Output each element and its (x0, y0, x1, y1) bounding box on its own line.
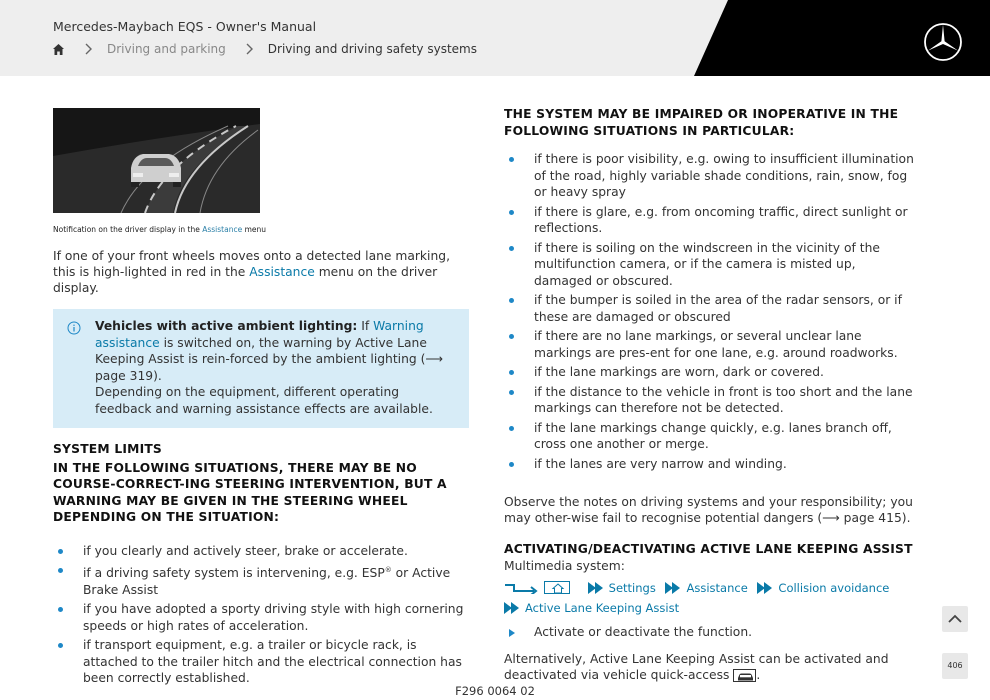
caption-prefix: Notification on the driver display in the (53, 225, 203, 234)
notice-text: If (357, 319, 374, 333)
list-item-text-rest: or Active Brake Assist (83, 566, 451, 597)
system-limits-subheading: IN THE FOLLOWING SITUATIONS, THERE MAY BE NO COURSE-CORRECT-ING STEERING INTERVENTION, BUT A WARNING MAY BE GIVEN IN THE STEERING WHEEL DEPENDING ON THE SITUATION: (53, 460, 447, 524)
chevron-right-icon (244, 43, 254, 55)
registered-mark: ® (384, 566, 392, 574)
header-bar (0, 0, 990, 76)
step-settings-label: Settings (608, 580, 656, 595)
step-active-lane-keeping-assist-label: Active Lane Keeping Assist (525, 600, 680, 615)
list-item: if the lane markings change quickly, e.g. lanes branch off, cross one another or merge. (504, 420, 914, 453)
figure-caption (53, 225, 469, 234)
caption-assistance-link[interactable]: Assistance (202, 225, 243, 234)
action-step: Activate or deactivate the function. (504, 625, 914, 639)
list-item: if the bumper is soiled in the area of the radar sensors, or if these are damaged or obscured (504, 292, 914, 325)
list-item: if there is soiling on the windscreen in the vicinity of the multifunction camera, or if the camera is misted up, damaged or obscured. (504, 240, 914, 290)
list-item: if transport equipment, e.g. a trailer or bicycle rack, is attached to the trailer hitch and the electrical connection has been correctly established. (53, 637, 469, 687)
breadcrumb-driving-and-parking[interactable]: Driving and parking (107, 42, 226, 56)
mercedes-star-logo (923, 22, 963, 62)
list-item: if the distance to the vehicle in front is too short and the lane markings can therefore not be detected. (504, 384, 914, 417)
activation-heading: ACTIVATING/DEACTIVATING ACTIVE LANE KEEPING ASSIST (504, 542, 913, 556)
notice-paragraph-2: Depending on the equipment, different operating feedback and warning assistance effects are available. (95, 385, 433, 416)
alternative-text: Alternatively, Active Lane Keeping Assist can be activated and deactivated via vehicle quick-access (504, 651, 889, 682)
driver-display-image (53, 108, 260, 213)
ambient-lighting-notice (53, 309, 469, 428)
step-assistance[interactable] (665, 579, 747, 597)
info-icon (67, 321, 81, 335)
impaired-heading: THE SYSTEM MAY BE IMPAIRED OR INOPERATIVE IN THE FOLLOWING SITUATIONS IN PARTICULAR: (504, 107, 899, 138)
list-item-text: if a driving safety system is intervening, e.g. ESP (83, 566, 385, 581)
chevron-right-icon (83, 43, 93, 55)
scroll-to-top-button[interactable] (942, 606, 968, 632)
page-number-button[interactable]: 406 (942, 653, 968, 679)
multimedia-system-label: Multimedia system: (504, 558, 625, 573)
list-item (53, 562, 469, 598)
list-item: if there is glare, e.g. from oncoming traffic, direct sunlight or reflections. (504, 204, 914, 237)
system-limits-heading: SYSTEM LIMITS (53, 442, 162, 456)
warning-assistance-link[interactable]: Warning assistance (95, 319, 424, 350)
vehicle-quick-access-icon (733, 669, 756, 682)
step-collision-avoidance[interactable] (757, 579, 889, 597)
observe-note: Observe the notes on driving systems and your responsibility; you may other-wise fail to recognise potential dangers (⟶ page 415). (504, 495, 913, 525)
arrow-right-icon (504, 582, 538, 594)
home-step[interactable] (504, 581, 578, 594)
step-active-lane-keeping-assist[interactable] (504, 599, 679, 617)
list-item: if there are no lane markings, or several unclear lane markings are pres-ent for one lane, e.g. around roadworks. (504, 328, 914, 361)
alternative-text-end: . (756, 667, 761, 682)
impaired-list (504, 151, 914, 472)
notice-title: Vehicles with active ambient lighting: (95, 319, 358, 333)
list-item: if the lanes are very narrow and winding. (504, 456, 914, 473)
list-item: if you clearly and actively steer, brake or accelerate. (53, 543, 469, 560)
alternative-paragraph (504, 651, 914, 683)
step-settings[interactable] (588, 579, 656, 597)
system-limits-list (53, 543, 469, 687)
list-item: if you have adopted a sporty driving style with high cornering speeds or high rates of acceleration. (53, 601, 469, 634)
notice-paragraph-1 (95, 318, 457, 384)
caption-suffix: menu (242, 225, 266, 234)
home-button-icon[interactable] (544, 581, 570, 594)
left-column (53, 108, 469, 690)
list-item: if there is poor visibility, e.g. owing to insufficient illumination of the road, highly variable shade conditions, rain, snow, fog or heavy spray (504, 151, 914, 201)
double-arrow-icon (665, 582, 681, 594)
manual-title: Mercedes-Maybach EQS - Owner's Manual (53, 19, 317, 34)
intro-assistance-link[interactable]: Assistance (249, 265, 315, 279)
menu-path (504, 579, 914, 619)
breadcrumb (52, 42, 477, 56)
double-arrow-icon (588, 582, 604, 594)
arrow-up-icon (942, 606, 968, 632)
right-column (504, 106, 914, 683)
image-code: F296 0064 02 (455, 684, 535, 698)
double-arrow-icon (504, 602, 520, 614)
breadcrumb-current: Driving and driving safety systems (267, 42, 477, 56)
step-assistance-label: Assistance (686, 580, 748, 595)
intro-text-end: menu on the driver display. (53, 265, 438, 295)
home-icon[interactable] (52, 43, 65, 56)
notice-text-2: is switched on, the warning by Active Lane Keeping Assist is rein-forced by the ambient lighting (⟶ page 319). (95, 335, 444, 383)
intro-paragraph (53, 248, 469, 296)
step-collision-avoidance-label: Collision avoidance (778, 580, 890, 595)
intro-text: If one of your front wheels moves onto a detected lane marking, this is high-lighted in red in the (53, 249, 450, 279)
double-arrow-icon (757, 582, 773, 594)
list-item: if the lane markings are worn, dark or covered. (504, 364, 914, 381)
